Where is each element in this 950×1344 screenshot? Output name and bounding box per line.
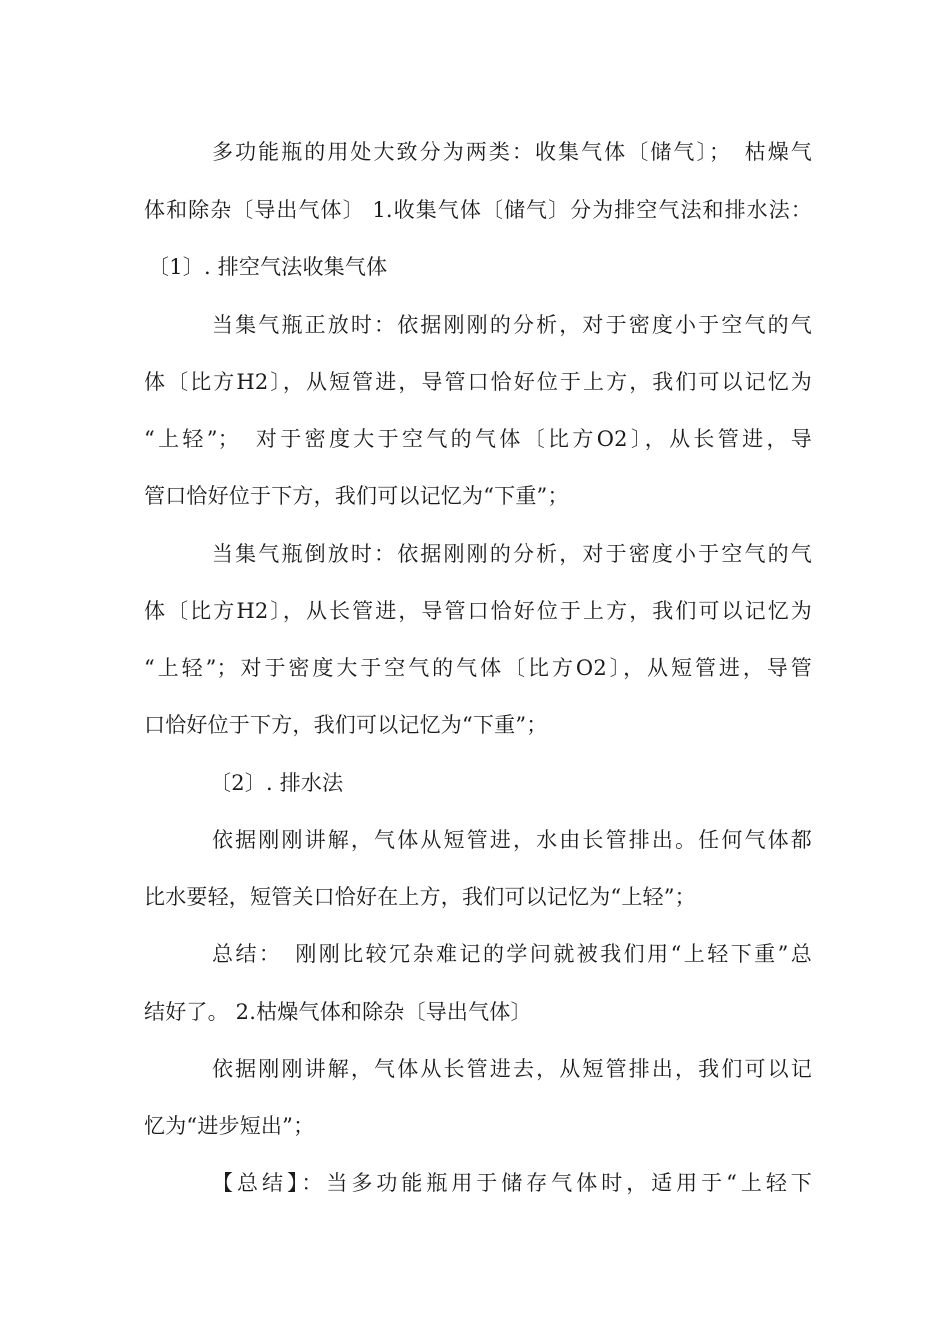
paragraph-line-5: 体〔比方H2〕，从短管进，导管口恰好位于上方，我们可以记忆为 bbox=[144, 370, 812, 394]
paragraph-line-8: 当集气瓶倒放时：依据刚刚的分析，对于密度小于空气的气 bbox=[212, 542, 812, 566]
paragraph-line-14: 比水要轻，短管关口恰好在上方，我们可以记忆为“上轻”； bbox=[144, 885, 696, 909]
paragraph-line-6: “上轻”； 对于密度大于空气的气体〔比方O2〕，从长管进，导 bbox=[144, 427, 812, 451]
paragraph-line-13: 依据刚刚讲解，气体从短管进，水由长管排出。任何气体都 bbox=[212, 828, 812, 852]
section-heading-2: 〔2〕. 排水法 bbox=[210, 771, 344, 795]
summary-line: 【总结】：当多功能瓶用于储存气体时，适用于“上轻下 bbox=[212, 1171, 812, 1195]
paragraph-line-1: 多功能瓶的用处大致分为两类：收集气体〔储气〕； 枯燥气 bbox=[212, 140, 812, 164]
paragraph-line-17: 依据刚刚讲解，气体从长管进去，从短管排出，我们可以记 bbox=[212, 1057, 812, 1081]
section-heading-1: 〔1〕. 排空气法收集气体 bbox=[148, 255, 388, 279]
paragraph-line-2: 体和除杂〔导出气体〕 1.收集气体〔储气〕分为排空气法和排水法： bbox=[144, 198, 812, 222]
paragraph-line-11: 口恰好位于下方，我们可以记忆为“下重”； bbox=[144, 713, 548, 737]
paragraph-line-10: “上轻”；对于密度大于空气的气体〔比方O2〕，从短管进，导管 bbox=[144, 656, 812, 680]
paragraph-line-7: 管口恰好位于下方，我们可以记忆为“下重”； bbox=[144, 484, 569, 508]
paragraph-line-16: 结好了。 2.枯燥气体和除杂〔导出气体〕 bbox=[144, 1000, 532, 1024]
paragraph-line-4: 当集气瓶正放时：依据刚刚的分析，对于密度小于空气的气 bbox=[212, 313, 812, 337]
paragraph-line-15: 总结： 刚刚比较冗杂难记的学问就被我们用“上轻下重”总 bbox=[212, 942, 812, 966]
paragraph-line-18: 忆为“进步短出”； bbox=[144, 1114, 315, 1138]
paragraph-line-9: 体〔比方H2〕，从长管进，导管口恰好位于上方，我们可以记忆为 bbox=[144, 599, 812, 623]
